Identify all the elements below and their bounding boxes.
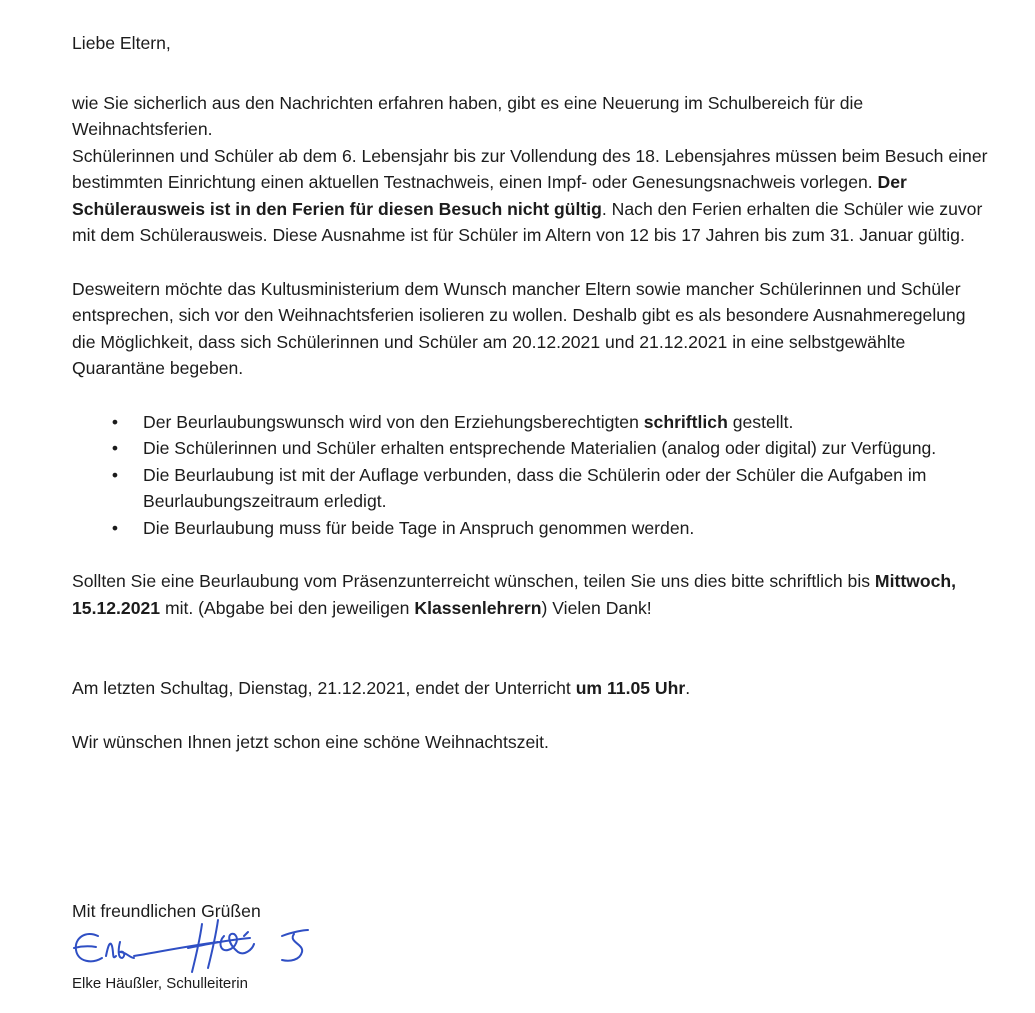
bullet-icon: • [111, 517, 119, 538]
last-day-text-b: . [685, 678, 691, 698]
rule-1-text-a: Der Beurlaubungswunsch wird von den Erziehungsberechtigten [143, 411, 644, 432]
list-item [111, 462, 992, 515]
list-item [111, 435, 992, 462]
bullet-icon: • [111, 464, 119, 485]
rule-1-text-b: gestellt. [727, 411, 794, 432]
class-teachers-bold: Klassenlehrern [414, 597, 542, 618]
end-time-bold: um 11.05 Uhr [575, 678, 686, 698]
rule-4-text: Die Beurlaubung muss für beide Tage in Anspruch genommen werden. [143, 517, 695, 538]
signature-strokes [74, 920, 308, 972]
signer-name: Elke Häußler, Schulleiterin [72, 975, 248, 992]
deadline-bold: Mittwoch, 15.12.2021 [72, 571, 957, 618]
student-id-text-b: . Nach den Ferien erhalten die Schüler wie zuvor mit dem Schülerausweis. Diese Ausnahme ist für Schüler im Altern von 12 bis 17 Jahren bis zum 31. Januar gültig. [72, 198, 983, 245]
bullet-icon: • [111, 438, 119, 458]
quarantine-paragraph: Desweitern möchte das Kultusministerium dem Wunsch mancher Eltern sowie mancher Schülerinnen und Schüler entsprechen, sich vor den Weihnachtsferien isolieren zu wollen. Deshalb gibt es als besondere Ausnahmeregelung die Möglichkeit, dass sich Schülerinnen und Schüler am 20.12.2021 und 21.12.2021 in eine selbstgewählte Quarantäne begeben. [72, 278, 966, 378]
student-id-text-a: Schülerinnen und Schüler ab dem 6. Lebensjahr bis zur Vollendung des 18. Lebensjahres müssen beim Besuch einer bestimmten Einrichtung einen aktuellen Testnachweis, einen Impf- oder Genesungsnachweis vorlegen. [72, 145, 988, 192]
wishes-paragraph: Wir wünschen Ihnen jetzt schon eine schöne Weihnachtszeit. [72, 731, 549, 752]
request-text-c: ) Vielen Dank! [541, 597, 652, 618]
student-id-paragraph [72, 143, 992, 249]
bullet-icon: • [111, 411, 119, 432]
last-day-paragraph [72, 675, 992, 702]
rule-3-text: Die Beurlaubung ist mit der Auflage verbunden, dass die Schülerin oder der Schüler die Aufgaben im Beurlaubungszeitraum erledigt. [143, 464, 927, 511]
list-item [111, 515, 992, 542]
list-item [111, 409, 992, 436]
rule-2-text: Die Schülerinnen und Schüler erhalten entsprechende Materialien (analog oder digital) zur Verfügung. [143, 438, 937, 458]
student-id-bold: Der Schülerausweis ist in den Ferien für diesen Besuch nicht gültig [72, 172, 907, 219]
request-text-b: mit. (Abgabe bei den jeweiligen [160, 597, 415, 618]
salutation: Mit freundlichen Grüßen [72, 901, 261, 921]
request-text-a: Sollten Sie eine Beurlaubung vom Präsenzunterreicht wünschen, teilen Sie uns dies bitte schriftlich bis [72, 571, 875, 591]
leave-rules-list [72, 409, 992, 542]
request-paragraph [72, 568, 992, 621]
signature-block [72, 898, 472, 992]
greeting: Liebe Eltern, [72, 33, 171, 53]
intro-paragraph: wie Sie sicherlich aus den Nachrichten erfahren haben, gibt es eine Neuerung im Schulbereich für die Weihnachtsferien. [72, 92, 864, 139]
last-day-text-a: Am letzten Schultag, Dienstag, 21.12.2021, endet der Unterricht [72, 678, 576, 698]
letter-body [72, 30, 992, 755]
handwritten-signature [68, 916, 328, 976]
rule-1-bold: schriftlich [643, 411, 728, 432]
